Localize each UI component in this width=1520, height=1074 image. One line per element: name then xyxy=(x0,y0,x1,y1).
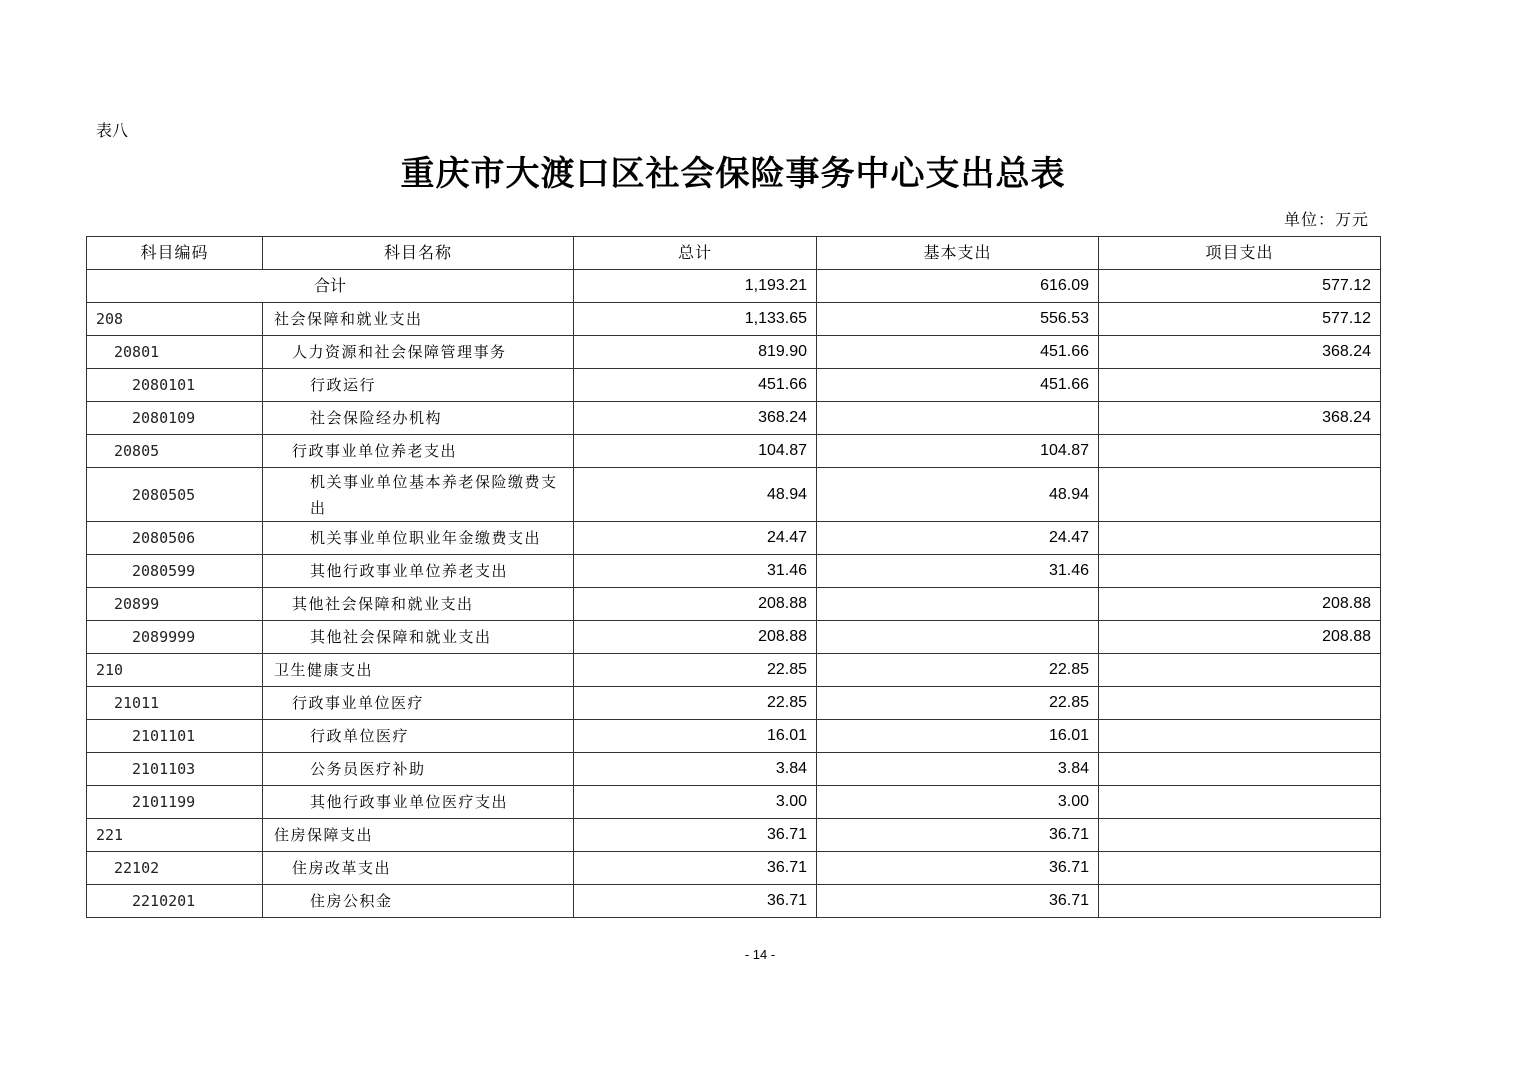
table-row xyxy=(87,336,1381,369)
table-header-row xyxy=(87,237,1381,270)
table-row xyxy=(87,753,1381,786)
row-code: 2089999 xyxy=(87,621,263,654)
row-total: 368.24 xyxy=(574,402,817,435)
table-row xyxy=(87,468,1381,522)
row-total: 36.71 xyxy=(574,852,817,885)
row-name: 住房保障支出 xyxy=(263,819,574,852)
row-total: 208.88 xyxy=(574,621,817,654)
row-project xyxy=(1099,468,1381,522)
row-project xyxy=(1099,435,1381,468)
row-code: 210 xyxy=(87,654,263,687)
row-name: 人力资源和社会保障管理事务 xyxy=(263,336,574,369)
row-code: 2101103 xyxy=(87,753,263,786)
total-project: 577.12 xyxy=(1099,270,1381,303)
row-name: 公务员医疗补助 xyxy=(263,753,574,786)
row-name: 行政单位医疗 xyxy=(263,720,574,753)
row-code: 2080505 xyxy=(87,468,263,522)
row-basic: 16.01 xyxy=(817,720,1099,753)
row-basic: 3.84 xyxy=(817,753,1099,786)
table-row xyxy=(87,720,1381,753)
page-number: - 14 - xyxy=(744,947,776,962)
row-basic: 22.85 xyxy=(817,687,1099,720)
row-name: 行政运行 xyxy=(263,369,574,402)
row-project: 208.88 xyxy=(1099,621,1381,654)
row-project xyxy=(1099,687,1381,720)
table-row xyxy=(87,819,1381,852)
table-row xyxy=(87,654,1381,687)
row-basic: 451.66 xyxy=(817,369,1099,402)
row-project xyxy=(1099,522,1381,555)
unit-label: 单位：万元 xyxy=(1283,210,1369,229)
row-name: 社会保险经办机构 xyxy=(263,402,574,435)
row-code: 2210201 xyxy=(87,885,263,918)
table-row xyxy=(87,621,1381,654)
header-project: 项目支出 xyxy=(1099,237,1381,270)
row-project xyxy=(1099,720,1381,753)
row-name: 住房公积金 xyxy=(263,885,574,918)
total-basic: 616.09 xyxy=(817,270,1099,303)
row-name: 其他行政事业单位医疗支出 xyxy=(263,786,574,819)
row-total: 36.71 xyxy=(574,885,817,918)
row-name: 住房改革支出 xyxy=(263,852,574,885)
total-label: 合计 xyxy=(87,270,574,303)
table-row xyxy=(87,402,1381,435)
row-total: 22.85 xyxy=(574,654,817,687)
row-total: 3.84 xyxy=(574,753,817,786)
row-total: 1,133.65 xyxy=(574,303,817,336)
row-code: 2080101 xyxy=(87,369,263,402)
header-code: 科目编码 xyxy=(87,237,263,270)
row-name: 机关事业单位基本养老保险缴费支出 xyxy=(263,468,574,522)
row-project xyxy=(1099,753,1381,786)
row-project xyxy=(1099,852,1381,885)
table-row xyxy=(87,555,1381,588)
row-basic xyxy=(817,402,1099,435)
row-total: 451.66 xyxy=(574,369,817,402)
row-total: 31.46 xyxy=(574,555,817,588)
row-project: 368.24 xyxy=(1099,336,1381,369)
row-project: 368.24 xyxy=(1099,402,1381,435)
header-name: 科目名称 xyxy=(263,237,574,270)
row-total: 208.88 xyxy=(574,588,817,621)
row-total: 24.47 xyxy=(574,522,817,555)
row-total: 819.90 xyxy=(574,336,817,369)
row-basic: 22.85 xyxy=(817,654,1099,687)
row-basic: 3.00 xyxy=(817,786,1099,819)
expenditure-table xyxy=(86,236,1381,918)
row-name: 其他行政事业单位养老支出 xyxy=(263,555,574,588)
row-code: 2080599 xyxy=(87,555,263,588)
row-basic: 36.71 xyxy=(817,819,1099,852)
row-basic: 36.71 xyxy=(817,852,1099,885)
row-total: 3.00 xyxy=(574,786,817,819)
row-name: 其他社会保障和就业支出 xyxy=(263,621,574,654)
row-code: 2101101 xyxy=(87,720,263,753)
table-row xyxy=(87,522,1381,555)
row-code: 21011 xyxy=(87,687,263,720)
table-row xyxy=(87,369,1381,402)
row-code: 2101199 xyxy=(87,786,263,819)
table-row xyxy=(87,588,1381,621)
row-project xyxy=(1099,786,1381,819)
row-code: 20801 xyxy=(87,336,263,369)
row-project: 577.12 xyxy=(1099,303,1381,336)
row-name: 其他社会保障和就业支出 xyxy=(263,588,574,621)
row-basic xyxy=(817,588,1099,621)
row-total: 22.85 xyxy=(574,687,817,720)
row-basic xyxy=(817,621,1099,654)
page-title: 重庆市大渡口区社会保险事务中心支出总表 xyxy=(400,154,1066,194)
row-total: 36.71 xyxy=(574,819,817,852)
row-project xyxy=(1099,819,1381,852)
row-basic: 31.46 xyxy=(817,555,1099,588)
row-basic: 24.47 xyxy=(817,522,1099,555)
row-basic: 451.66 xyxy=(817,336,1099,369)
header-total: 总计 xyxy=(574,237,817,270)
table-row xyxy=(87,852,1381,885)
row-total: 104.87 xyxy=(574,435,817,468)
row-code: 22102 xyxy=(87,852,263,885)
table-row xyxy=(87,786,1381,819)
row-name: 行政事业单位医疗 xyxy=(263,687,574,720)
row-project xyxy=(1099,885,1381,918)
row-total: 16.01 xyxy=(574,720,817,753)
row-code: 208 xyxy=(87,303,263,336)
row-basic: 36.71 xyxy=(817,885,1099,918)
row-name: 社会保障和就业支出 xyxy=(263,303,574,336)
row-code: 2080109 xyxy=(87,402,263,435)
row-name: 行政事业单位养老支出 xyxy=(263,435,574,468)
table-label: 表八 xyxy=(96,121,129,140)
table-row xyxy=(87,885,1381,918)
total-sum: 1,193.21 xyxy=(574,270,817,303)
header-basic: 基本支出 xyxy=(817,237,1099,270)
row-basic: 104.87 xyxy=(817,435,1099,468)
table-row xyxy=(87,435,1381,468)
total-row xyxy=(87,270,1381,303)
row-code: 2080506 xyxy=(87,522,263,555)
row-name: 机关事业单位职业年金缴费支出 xyxy=(263,522,574,555)
row-basic: 556.53 xyxy=(817,303,1099,336)
row-code: 20805 xyxy=(87,435,263,468)
row-project: 208.88 xyxy=(1099,588,1381,621)
row-code: 20899 xyxy=(87,588,263,621)
table-row xyxy=(87,687,1381,720)
row-project xyxy=(1099,654,1381,687)
row-name: 卫生健康支出 xyxy=(263,654,574,687)
row-code: 221 xyxy=(87,819,263,852)
row-project xyxy=(1099,555,1381,588)
table-row xyxy=(87,303,1381,336)
row-basic: 48.94 xyxy=(817,468,1099,522)
row-project xyxy=(1099,369,1381,402)
row-total: 48.94 xyxy=(574,468,817,522)
